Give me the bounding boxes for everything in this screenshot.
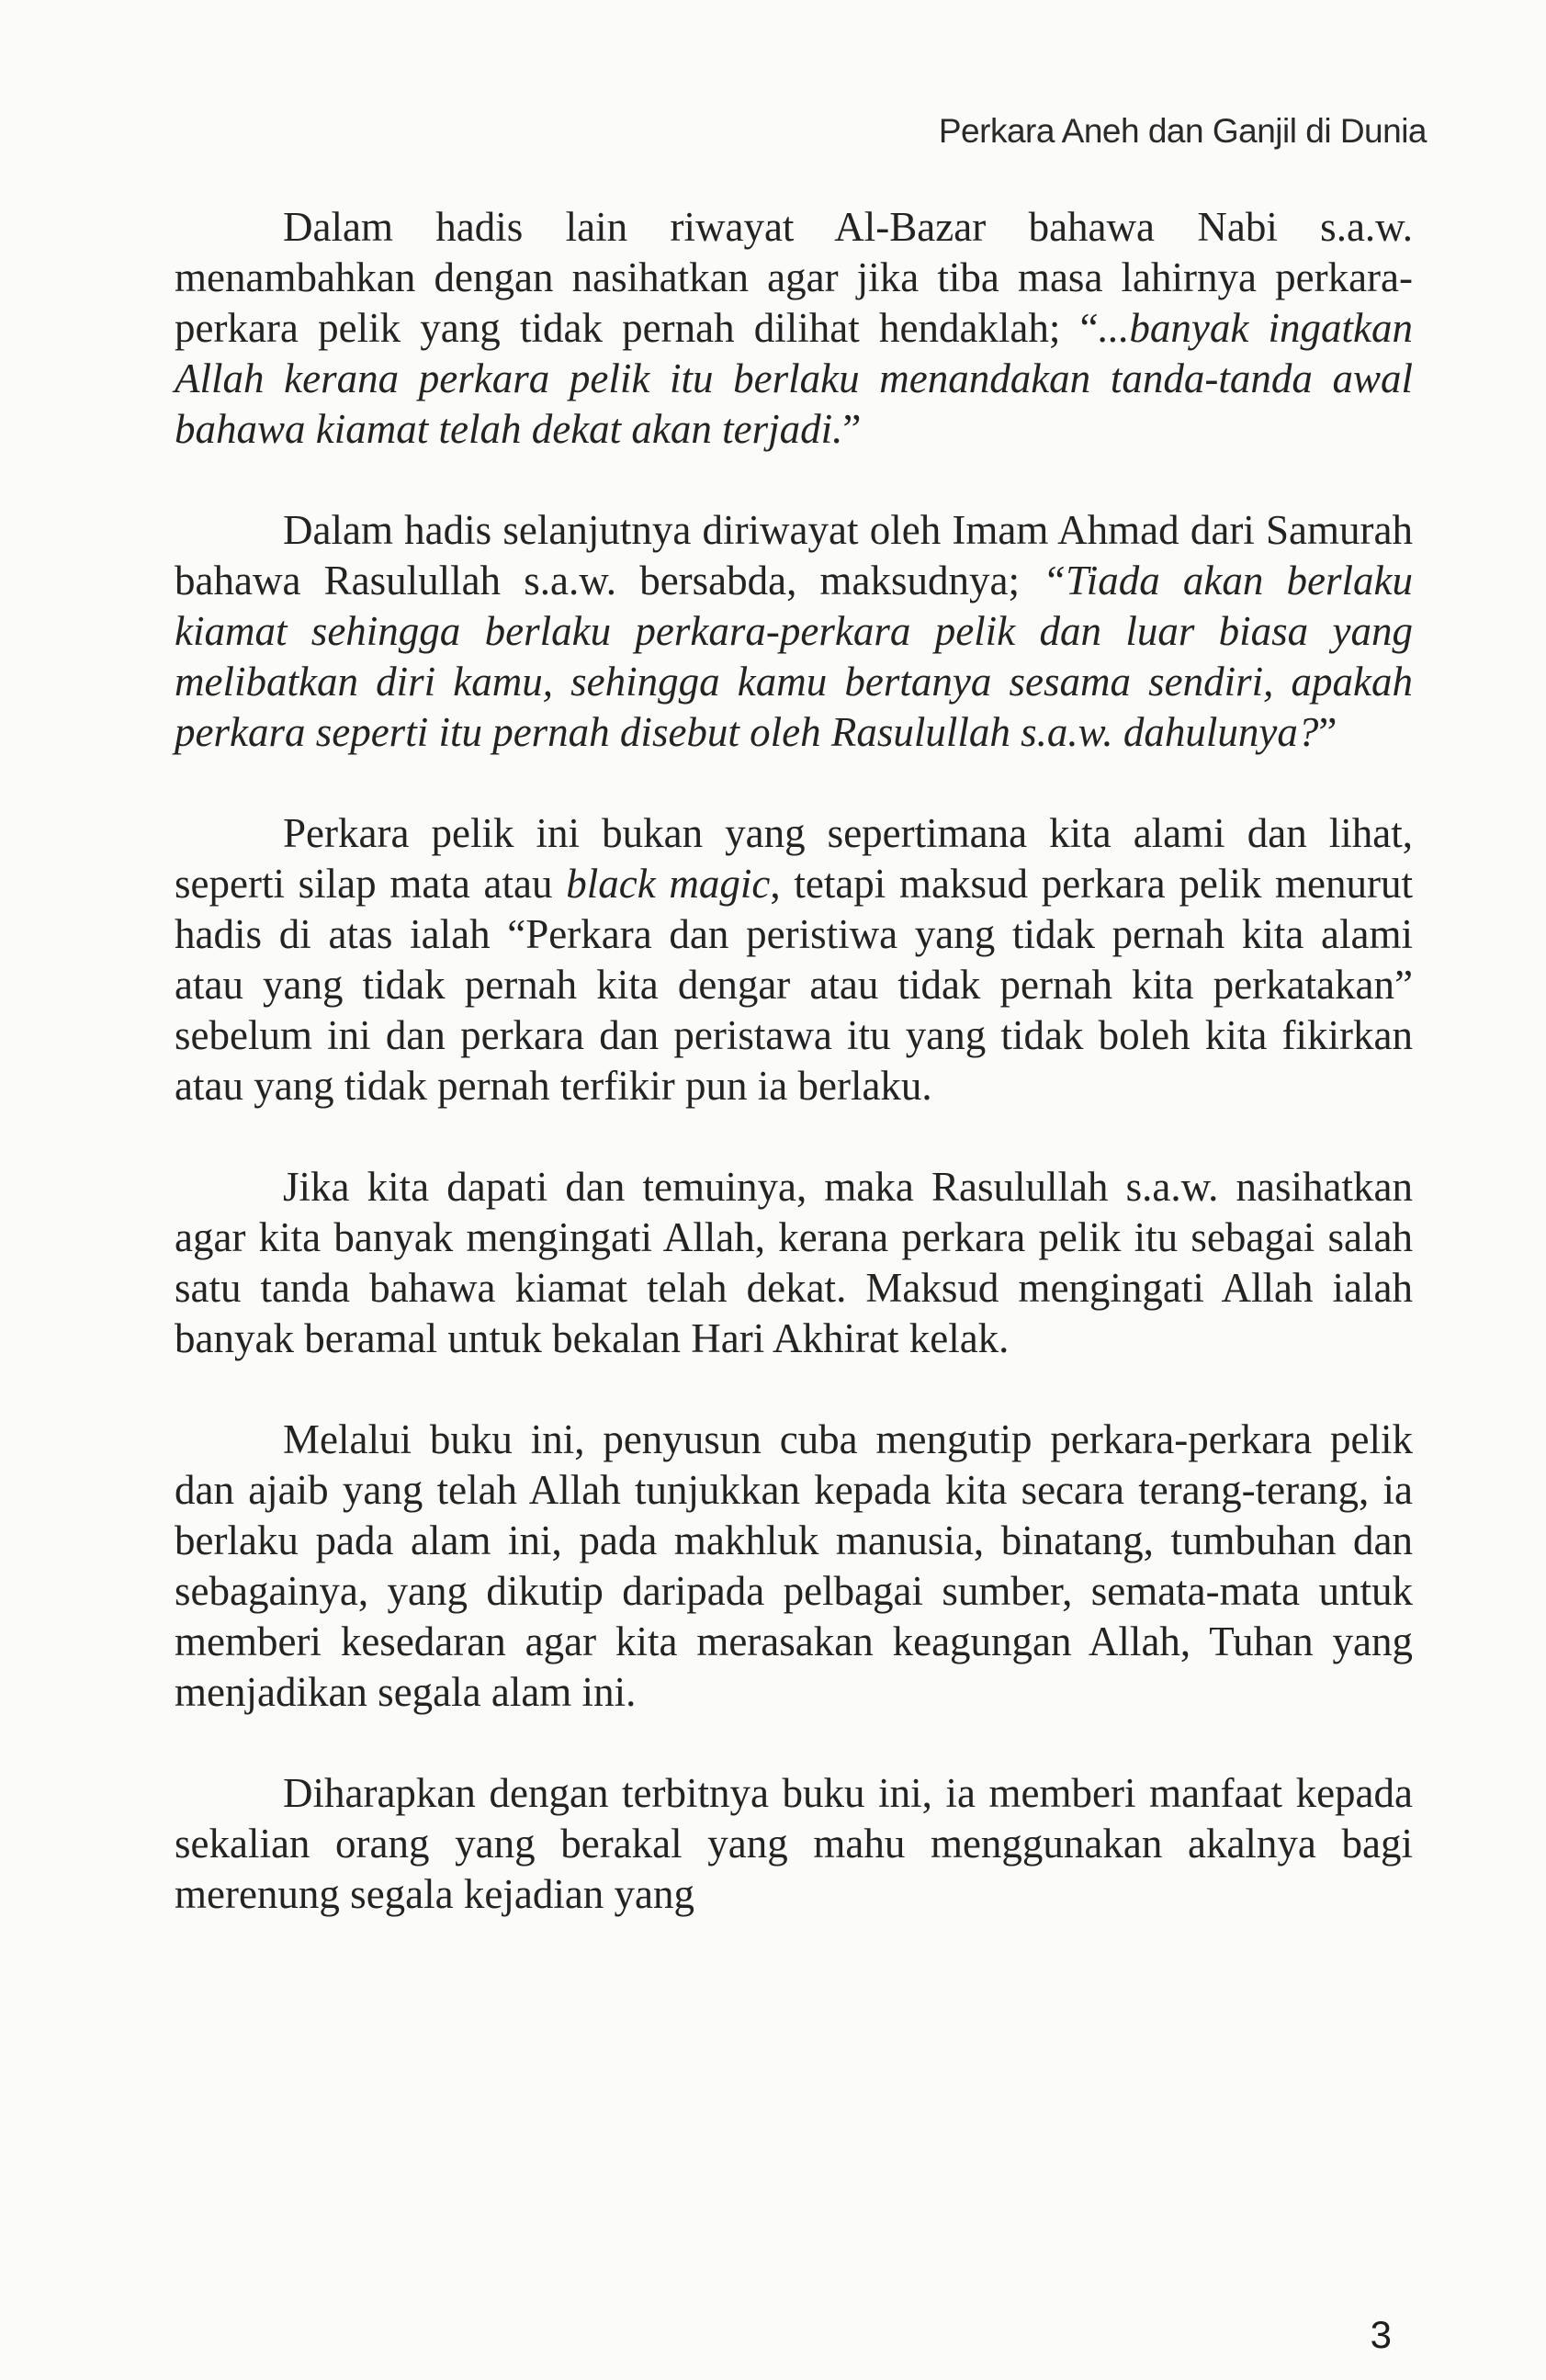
paragraph-melalui-buku-ini bbox=[175, 1415, 1413, 1718]
quoted-hadis-italic: ...banyak ingatkan Allah kerana perkara pelik itu berlaku menandakan tanda-tanda awal bahawa kiamat telah dekat akan terjadi. bbox=[175, 305, 1413, 452]
closing-quote: ” bbox=[1318, 709, 1337, 755]
page-number: 3 bbox=[1370, 2313, 1392, 2356]
paragraph-jika-kita-dapati bbox=[175, 1162, 1413, 1364]
closing-quote: ” bbox=[842, 406, 862, 452]
paragraph-perkara-pelik bbox=[175, 808, 1413, 1111]
paragraph-text: Dalam hadis lain riwayat Al-Bazar bahawa Nabi s.a.w. menambahkan dengan nasihatkan agar jika tiba masa lahirnya perkara-perkara pelik yang tidak pernah dilihat hendaklah; “ bbox=[175, 204, 1413, 351]
paragraph-hadis-imam-ahmad bbox=[175, 505, 1413, 758]
italic-term: black magic bbox=[566, 861, 771, 907]
paragraph-text: , tetapi maksud perkara pelik menurut hadis di atas ialah “Perkara dan peristiwa yang tidak pernah kita alami atau yang tidak pernah kita dengar atau tidak pernah kita perkatakan” sebelum ini dan perkara dan peristawa itu yang tidak boleh kita fikirkan atau yang tidak pernah terfikir pun ia berlaku. bbox=[175, 861, 1414, 1109]
quoted-hadis-italic: “Tiada akan berlaku kiamat sehingga berlaku perkara-perkara pelik dan luar biasa yang melibatkan diri kamu, sehingga kamu bertanya sesama sendiri, apakah perkara seperti itu pernah disebut oleh Rasulullah s.a.w. dahulunya? bbox=[175, 558, 1413, 755]
paragraph-diharapkan bbox=[175, 1768, 1413, 1920]
running-header: Perkara Aneh dan Ganjil di Dunia bbox=[938, 112, 1427, 150]
paragraph-text: Diharapkan dengan terbitnya buku ini, ia memberi manfaat kepada sekalian orang yang berakal yang mahu menggunakan akalnya bagi merenung segala kejadian yang bbox=[175, 1770, 1413, 1917]
paragraph-text: Jika kita dapati dan temuinya, maka Rasulullah s.a.w. nasihatkan agar kita banyak mengingati Allah, kerana perkara pelik itu sebagai salah satu tanda bahawa kiamat telah dekat. Maksud mengingati Allah ialah banyak beramal untuk bekalan Hari Akhirat kelak. bbox=[175, 1164, 1413, 1361]
body-text bbox=[175, 202, 1413, 1920]
paragraph-text: Perkara pelik ini bukan yang sepertimana kita alami dan lihat, seperti silap mata atau bbox=[175, 810, 1413, 907]
paragraph-text: Melalui buku ini, penyusun cuba mengutip perkara-perkara pelik dan ajaib yang telah Allah tunjukkan kepada kita secara terang-terang, ia berlaku pada alam ini, pada makhluk manusia, binatang, tumbuhan dan sebagainya, yang dikutip daripada pelbagai sumber, semata-mata untuk memberi kesedaran agar kita merasakan keagungan Allah, Tuhan yang menjadikan segala alam ini. bbox=[175, 1416, 1413, 1715]
paragraph-text: Dalam hadis selanjutnya diriwayat oleh Imam Ahmad dari Samurah bahawa Rasulullah s.a.w. bersabda, maksudnya; bbox=[175, 507, 1413, 603]
paragraph-hadis-al-bazar bbox=[175, 202, 1413, 455]
